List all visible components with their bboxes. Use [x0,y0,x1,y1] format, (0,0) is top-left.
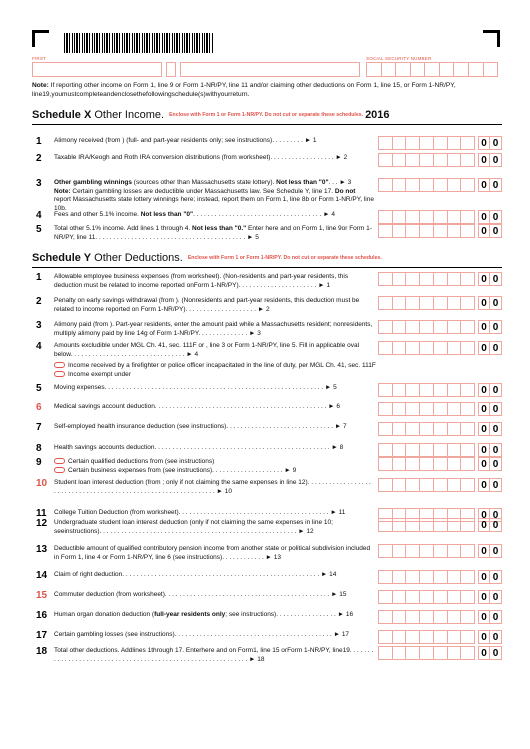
cents-digit: 0 [478,630,490,644]
line-number: 14 [36,570,48,581]
line-number: 6 [36,402,42,413]
line-4-option[interactable] [54,371,131,378]
cents-digit: 0 [478,272,490,286]
note-prefix: Note: [32,82,49,89]
cents-digit: 0 [490,443,502,457]
line-number: 5 [36,383,42,394]
option-oval-icon[interactable] [54,467,65,473]
ssn-field[interactable] [366,62,498,77]
cents-digit: 0 [490,320,502,334]
line-number: 1 [36,136,42,147]
line-number: 15 [36,590,48,601]
ssn-label: SOCIAL SECURITY NUMBER [366,56,432,61]
line-number: 11 [36,508,47,519]
schedule-y-line-10-amount[interactable] [378,478,502,492]
schedule-y-subtitle: Other Deductions. [91,252,183,264]
tax-year: 2016 [365,109,390,121]
schedule-x-rule [32,124,502,125]
cents-digit: 0 [478,383,490,397]
schedule-y-heading [32,252,382,264]
schedule-y-enclose-note: Enclose with Form 1 or Form 1-NR/PY. Do not cut or separate these schedules. [187,255,382,261]
line-number: 8 [36,443,42,454]
line-description: Taxable IRA/Keogh and Roth IRA conversion distributions (from worksheet). . . . . . . . . . . . . . . . . . ► 2 [54,154,348,161]
line-number: 12 [36,518,48,529]
schedule-x-heading [32,109,390,121]
cents-digit: 0 [490,518,502,532]
schedule-y-line-3-amount[interactable] [378,320,502,334]
middle-initial-field[interactable] [166,62,176,77]
cents-digit: 0 [490,210,502,224]
schedule-y-title: Schedule Y [32,252,92,264]
schedule-y-line-8-amount[interactable] [378,443,502,457]
schedule-x-line-3-amount[interactable] [378,178,502,192]
schedule-y-line-1-amount[interactable] [378,272,502,286]
schedule-y-line-13-amount[interactable] [378,544,502,558]
schedule-y-line-6-amount[interactable] [378,402,502,416]
cents-digit: 0 [478,422,490,436]
schedule-y-line-9-amount[interactable] [378,457,502,471]
cents-digit: 0 [490,136,502,150]
cents-digit: 0 [490,178,502,192]
note [32,82,502,100]
line-9-option[interactable] [54,458,214,465]
cents-digit: 0 [490,646,502,660]
line-number: 10 [36,478,48,489]
schedule-y-line-16-amount[interactable] [378,610,502,624]
line-description: Alimony paid (from ). Part-year residents, enter the amount paid while a Massachusetts resident; nonresidents, multiply alimony paid by line 14g of Form 1-NR/PY. . . . . . . . . . . . . . ► 3 [54,321,373,337]
cents-digit: 0 [490,610,502,624]
cents-digit: 0 [478,544,490,558]
line-description: Amounts excludible under MGL Ch. 41, sec. 111F or , line 3 or Form 1-NR/PY, line 5. Fill in applicable oval below. . . . . . . . . . . . . . . . . . . . . . . . . . . . . . . . ► 4 [54,342,360,358]
line-number: 3 [36,178,42,189]
line-number: 4 [36,341,42,352]
schedule-x-title: Schedule X [32,109,92,121]
line-description: Undergraduate student loan interest deduction (only if not claiming the same expenses in line 10; seeinstructions). . . . . . . . . . . . . . . . . . . . . . . . . . . . . . . . . . . . . . . . . . . . . . . . . . . . . . . ► 12 [54,519,333,535]
corner-mark-top-right [483,30,500,47]
cents-digit: 0 [478,478,490,492]
cents-digit: 0 [490,590,502,604]
line-number: 17 [36,630,48,641]
cents-digit: 0 [490,630,502,644]
cents-digit: 0 [478,153,490,167]
line-number: 5 [36,224,42,235]
line-description: Alimony received (from ) (full- and part-year residents only; see instructions). . . . . . . . . ► 1 [54,137,317,144]
line-number: 7 [36,422,42,433]
line-description: Human organ donation deduction (full-year residents only; see instructions). . . . . . . . . . . . . . . . . ► 16 [54,611,354,618]
cents-digit: 0 [490,272,502,286]
line-description: Commuter deduction (from worksheet). . . . . . . . . . . . . . . . . . . . . . . . . . . . . . . . . . . . . . . . . . . . . . ► 15 [54,591,347,598]
line-number: 16 [36,610,48,621]
schedule-y-line-14-amount[interactable] [378,570,502,584]
line-description: Deductible amount of qualified contributory pension income from another state or political subdivision included in Form 1, line 4 or Form 1-NR/PY, line 6 (see instructions). . . . . . . . . . . . ► 13 [54,545,371,561]
option-oval-icon[interactable] [54,458,65,464]
line-number: 3 [36,320,42,331]
cents-digit: 0 [478,610,490,624]
cents-digit: 0 [478,224,490,238]
option-oval-icon[interactable] [54,362,65,368]
cents-digit: 0 [478,296,490,310]
schedule-y-line-15-amount[interactable] [378,590,502,604]
line-description: Self-employed health insurance deduction (see instructions). . . . . . . . . . . . . . . . . . . . . . . . . . . . . . ► 7 [54,423,347,430]
line-description: Certain gambling losses (see instructions). . . . . . . . . . . . . . . . . . . . . . . . . . . . . . . . . . . . . . . . . . . . ► 17 [54,631,350,638]
cents-digit: 0 [490,153,502,167]
line-number: 1 [36,272,42,283]
cents-digit: 0 [490,570,502,584]
cents-digit: 0 [490,478,502,492]
line-4-option[interactable] [54,362,376,369]
line-number: 4 [36,210,42,221]
cents-digit: 0 [478,136,490,150]
line-description: Other gambling winnings (sources other than Massachusetts state lottery). Not less than "0". . . ► 3 Note: Certain gambling losses are deductible under Massachusetts law. See Schedule Y, line 17. Do not report Massachusetts state lottery winnings here; instead, report them on Form 1, line 8b or Form 1-NR/PY, line 10b. [54,179,374,212]
last-name-field[interactable] [180,62,360,77]
line-description: Medical savings account deduction. . . . . . . . . . . . . . . . . . . . . . . . . . . . . . . . . . . . . . . . . . . . . . . . ► 6 [54,403,341,410]
schedule-y-line-18-amount[interactable] [378,646,502,660]
schedule-y-line-2-amount[interactable] [378,296,502,310]
cents-digit: 0 [478,341,490,355]
cents-digit: 0 [490,508,502,522]
cents-digit: 0 [478,646,490,660]
option-label: Income received by a firefighter or police officer incapacitated in the line of duty, per MGL Ch. 41, sec. 111F [68,362,376,369]
cents-digit: 0 [490,341,502,355]
cents-digit: 0 [478,402,490,416]
line-description: Student loan interest deduction (from ; only if not claiming the same expenses in line 12). . . . . . . . . . . . . . . . . . . . . . . . . . . . . . . . . . . . . . . . . . . . . . . . . . . . . . . . . . . . . . . ► 10 [54,479,371,495]
cents-digit: 0 [478,210,490,224]
schedule-y-line-12-amount[interactable] [378,518,502,532]
line-9-option[interactable] [54,467,296,474]
cents-digit: 0 [478,590,490,604]
line-description: Fees and other 5.1% income. Not less than "0". . . . . . . . . . . . . . . . . . . . . . . . . . . . . . . . . . . . ► 4 [54,211,336,218]
schedule-y-line-5-amount[interactable] [378,383,502,397]
line-description: Total other deductions. Addlines 1through 17. Enterhere and on Form1, line 15 orForm 1-NR/PY, line19. . . . . . . . . . . . . . . . . . . . . . . . . . . . . . . . . . . . . . . . . . . . . . . . . . . . . . . . . . . . . ► 18 [54,647,374,663]
schedule-x-subtitle: Other Income. [91,109,165,121]
schedule-y-line-17-amount[interactable] [378,630,502,644]
cents-digit: 0 [490,296,502,310]
line-description: Health savings accounts deduction. . . . . . . . . . . . . . . . . . . . . . . . . . . . . . . . . . . . . . . . . . . . . . . . . ► 8 [54,444,344,451]
cents-digit: 0 [478,178,490,192]
line-description: Moving expenses. . . . . . . . . . . . . . . . . . . . . . . . . . . . . . . . . . . . . . . . . . . . . . . . . . . . . . . . . . . . . ► 5 [54,384,337,391]
schedule-y-line-4-amount[interactable] [378,341,502,355]
line-number: 9 [36,457,42,468]
option-label: Certain qualified deductions from (see instructions) [68,458,215,465]
line-description: Penalty on early savings withdrawal (from ). (Nonresidents and part-year residents, this deduction must be related to income reported on Form 1-NR/PY). . . . . . . . . . . . . . . . . . . . ► 2 [54,297,360,313]
cents-digit: 0 [478,570,490,584]
barcode [64,33,214,53]
schedule-y-line-7-amount[interactable] [378,422,502,436]
first-name-field[interactable] [32,62,162,77]
line-number: 13 [36,544,48,555]
schedule-x-line-1-amount[interactable] [378,136,502,150]
cents-digit: 0 [478,518,490,532]
line-number: 18 [36,646,48,657]
cents-digit: 0 [490,544,502,558]
cents-digit: 0 [478,508,490,522]
cents-digit: 0 [490,224,502,238]
cents-digit: 0 [478,443,490,457]
schedule-x-enclose-note: Enclose with Form 1 or Form 1-NR/PY. Do not cut or separate these schedules. [169,112,364,118]
option-label: Certain business expenses from (see instructions). . . . . . . . . . . . . . . . . . . . ► 9 [68,467,297,474]
line-number: 2 [36,296,42,307]
option-label: Income exempt under [68,371,131,378]
schedule-x-line-2-amount[interactable] [378,153,502,167]
cents-digit: 0 [490,457,502,471]
schedule-x-line-4-amount[interactable] [378,210,502,224]
line-description: College Tuition Deduction (from worksheet). . . . . . . . . . . . . . . . . . . . . . . . . . . . . . . . . . . . . . . . . . ► 11 [54,509,346,516]
option-oval-icon[interactable] [54,371,65,377]
note-text: If reporting other income on Form 1, line 9 or Form 1-NR/PY, line 11 and/or claiming other deductions on Form 1, line 15, or Form 1-NR/PY, line19,youmustcompleteandenclosethefollowingschedule(s)withyourreturn. [32,82,456,98]
cents-digit: 0 [478,320,490,334]
schedule-x-line-5-amount[interactable] [378,224,502,238]
cents-digit: 0 [490,383,502,397]
line-number: 2 [36,153,42,164]
first-name-label: FIRST [32,56,46,61]
line-description: Total other 5.1% income. Add lines 1 through 4. Not less than "0." Enter here and on Form 1, line 9or Form 1-NR/PY, line 11. . . . . . . . . . . . . . . . . . . . . . . . . . . . . . . . . . . . . . . . . . ► 5 [54,225,372,241]
cents-digit: 0 [490,402,502,416]
cents-digit: 0 [490,422,502,436]
line-description: Allowable employee business expenses (from worksheet). (Non-residents and part-year residents, this deduction must be related to income reported onForm 1-NR/PY). . . . . . . . . . . . . . . . . . . . . . ► 1 [54,273,349,289]
corner-mark-top-left [32,30,49,47]
cents-digit: 0 [478,457,490,471]
schedule-y-rule [32,267,502,268]
line-description: Claim of right deduction. . . . . . . . . . . . . . . . . . . . . . . . . . . . . . . . . . . . . . . . . . . . . . . . . . . . . . . ► 14 [54,571,337,578]
